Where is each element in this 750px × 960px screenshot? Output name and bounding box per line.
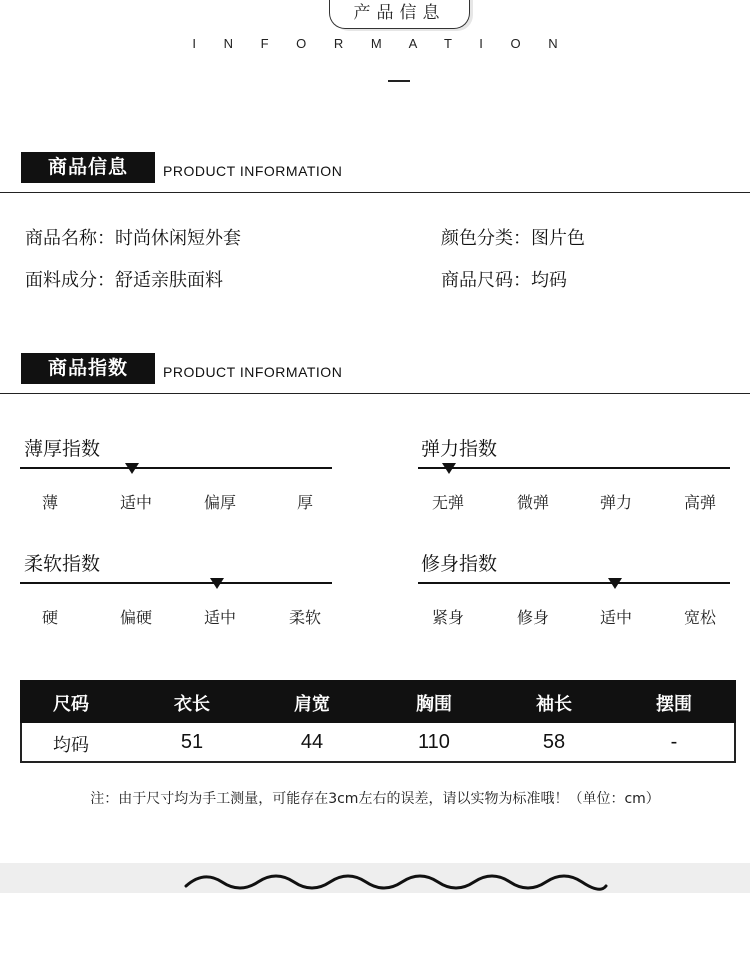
field-product-name: 商品名称：时尚休闲短外套 [25,228,241,249]
index-title-elasticity: 弹力指数 [421,438,498,460]
section-title-product-index: 商品指数 [21,353,155,384]
table-header-cell: 袖长 [536,694,572,715]
measurement-note: 注：由于尺寸均为手工测量，可能存在3cm左右的误差，请以实物为标准哦！（单位：cm） [90,791,660,807]
table-header-cell: 摆围 [656,694,692,715]
index-label: 硬 [41,608,58,627]
index-title-softness: 柔软指数 [24,553,101,575]
table-cell: - [670,731,678,753]
index-marker-softness [210,578,224,589]
table-cell: 均码 [53,735,89,756]
table-cell: 58 [542,731,566,753]
index-label: 适中 [203,608,236,627]
header-pill: 产品信息 [329,0,470,29]
table-border-bottom [20,761,736,763]
index-title-fit: 修身指数 [421,553,498,575]
table-border-right [734,723,736,763]
index-label: 无弹 [431,493,464,512]
index-label: 厚 [296,493,313,512]
index-scale-softness [20,582,332,584]
index-scale-thickness [20,467,332,469]
section-title-product-info: 商品信息 [21,152,155,183]
index-title-thickness: 薄厚指数 [24,438,101,460]
index-scale-fit [418,582,730,584]
index-label: 适中 [119,493,152,512]
index-label: 柔软 [288,608,321,627]
index-marker-fit [608,578,622,589]
index-label: 微弹 [516,493,549,512]
table-cell: 110 [418,731,450,753]
section-subtitle-product-info: PRODUCT INFORMATION [163,163,343,179]
wave-divider-icon [180,866,612,896]
index-label: 修身 [516,608,549,627]
index-label: 适中 [599,608,632,627]
table-header-cell: 胸围 [416,694,452,715]
index-marker-thickness [125,463,139,474]
index-label: 宽松 [683,608,716,627]
index-label: 紧身 [431,608,464,627]
header-divider [388,80,410,82]
index-label: 偏厚 [203,493,236,512]
section-subtitle-product-index: PRODUCT INFORMATION [163,364,343,380]
index-label: 偏硬 [119,608,152,627]
table-header-cell: 肩宽 [294,694,330,715]
field-color: 颜色分类：图片色 [441,228,585,249]
index-label: 薄 [41,493,58,512]
section-divider [0,393,750,394]
table-cell: 51 [180,731,204,753]
table-cell: 44 [300,731,324,753]
index-scale-elasticity [418,467,730,469]
section-divider [0,192,750,193]
index-label: 弹力 [599,493,632,512]
field-fabric: 面料成分：舒适亲肤面料 [25,270,223,291]
table-header-cell: 尺码 [53,694,89,715]
header-subtitle: I N F O R M A T I O N [192,36,570,51]
index-label: 高弹 [683,493,716,512]
index-marker-elasticity [442,463,456,474]
table-header-cell: 衣长 [174,694,210,715]
field-size: 商品尺码：均码 [441,270,567,291]
